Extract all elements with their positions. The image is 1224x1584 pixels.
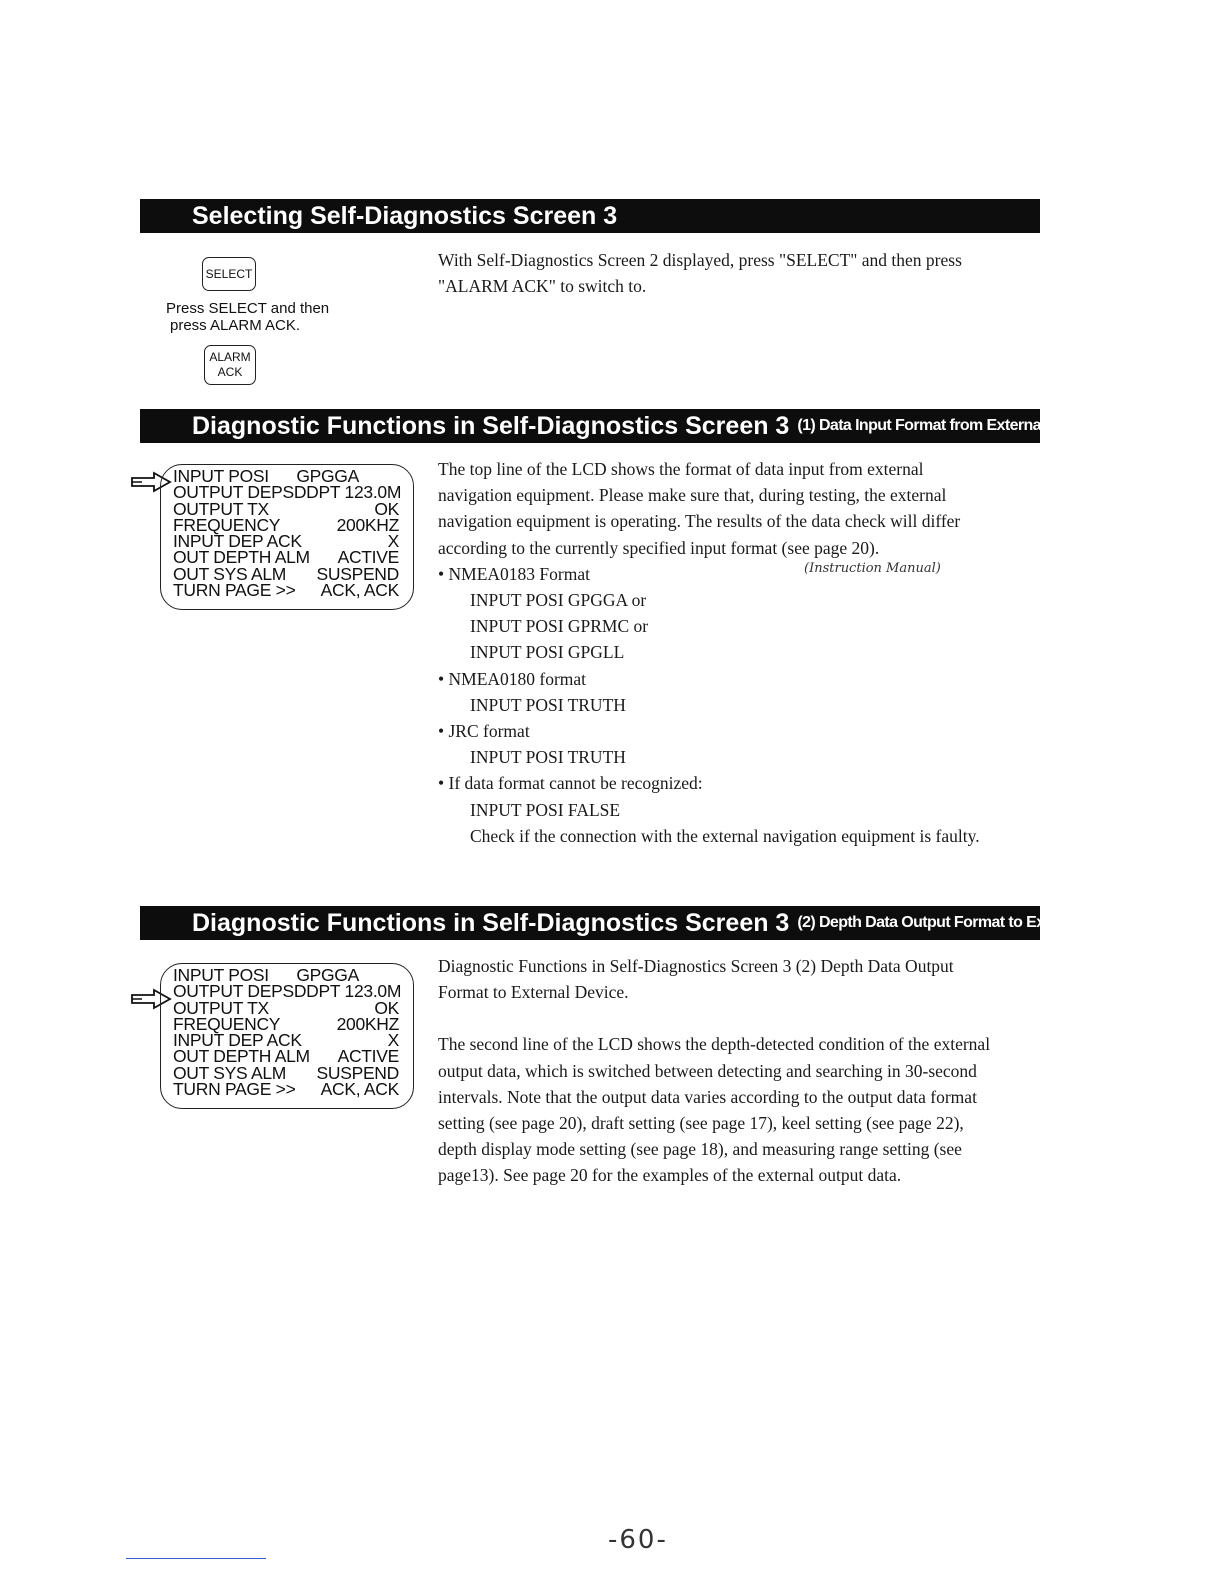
paragraph-spacer <box>438 1005 990 1031</box>
key-caption-line-1: Press SELECT and then <box>166 300 330 317</box>
section-subtitle: (2) Depth Data Output Format to External Device <box>797 914 1137 931</box>
text-line: Format to External Device. <box>438 982 629 1003</box>
lcd-display-screen-3-top-line <box>160 464 414 610</box>
section-header-selecting-screen-3 <box>140 199 1040 233</box>
select-key <box>202 257 256 291</box>
text-line: according to the currently specified input format (see page 20). <box>438 537 880 558</box>
lcd-row: OUT DEPTH ALM ACTIVE <box>173 1046 399 1067</box>
section-title: Selecting Self-Diagnostics Screen 3 <box>192 201 618 230</box>
lcd-row: INPUT POSI GPGGA <box>173 466 359 486</box>
lcd-row: INPUT DEP ACK X <box>173 1030 399 1051</box>
alarm-ack-key <box>204 345 256 385</box>
format-value: INPUT POSI TRUTH <box>470 694 626 715</box>
format-value: INPUT POSI FALSE <box>470 799 621 820</box>
text-line: navigation equipment is operating. The results of the data check will differ <box>438 511 961 532</box>
intro-line-1: With Self-Diagnostics Screen 2 displayed, press "SELECT" and then press <box>438 250 962 270</box>
alarm-key-label-line-2: ACK <box>217 365 243 379</box>
text-line: page13). See page 20 for the examples of the external output data. <box>438 1165 902 1186</box>
section-subtitle: (1) Data Input Format from External Navigation Equipment <box>797 417 1206 434</box>
bullet-nmea0183: • NMEA0183 Format <box>438 563 590 584</box>
bullet-unrecognized: • If data format cannot be recognized: <box>438 773 703 794</box>
lcd-row: FREQUENCY 200KHZ <box>173 514 399 535</box>
format-value: INPUT POSI GPRMC or <box>470 616 649 637</box>
text-line: Diagnostic Functions in Self-Diagnostics Screen 3 (2) Depth Data Output <box>438 956 954 976</box>
format-value: INPUT POSI GPGLL <box>470 642 625 663</box>
key-caption <box>166 300 329 334</box>
footer-rule <box>126 1558 266 1559</box>
format-value: INPUT POSI GPGGA or <box>470 590 647 611</box>
text-line: navigation equipment. Please make sure that, during testing, the external <box>438 485 947 506</box>
alarm-key-label-line-1: ALARM <box>209 350 251 364</box>
lcd-row: OUT SYS ALM SUSPEND <box>173 1062 399 1083</box>
page-number: -60- <box>608 1525 668 1555</box>
intro-line-2: "ALARM ACK" to switch to. <box>438 276 647 297</box>
output-format-description <box>438 953 990 1189</box>
bullet-jrc: • JRC format <box>438 721 530 742</box>
lcd-row: TURN PAGE >> ACK, ACK <box>173 1079 399 1100</box>
select-key-label: SELECT <box>205 266 253 281</box>
lcd-row: FREQUENCY 200KHZ <box>173 1013 399 1034</box>
lcd-row: OUTPUT TX OK <box>173 997 399 1018</box>
text-line: The second line of the LCD shows the depth-detected condition of the external <box>438 1034 991 1055</box>
lcd-row: OUT SYS ALM SUSPEND <box>173 563 399 584</box>
lcd-row: TURN PAGE >> ACK, ACK <box>173 580 399 601</box>
input-format-description <box>438 456 980 849</box>
text-line: intervals. Note that the output data varies according to the output data format <box>438 1086 977 1107</box>
section-header-output-format <box>140 906 1137 940</box>
intro-paragraph <box>438 247 962 299</box>
section-title: Diagnostic Functions in Self-Diagnostics Screen 3 <box>192 908 790 937</box>
lcd-row: OUTPUT TX OK <box>173 498 399 519</box>
section-header-input-format <box>140 409 1206 443</box>
handwritten-annotation: (Instruction Manual) <box>804 561 941 576</box>
lcd-row: INPUT POSI GPGGA <box>173 965 359 985</box>
lcd-row: INPUT DEP ACK X <box>173 531 399 552</box>
text-line: setting (see page 20), draft setting (see page 17), keel setting (see page 22), <box>438 1113 964 1134</box>
text-line: depth display mode setting (see page 18), and measuring range setting (see <box>438 1139 962 1160</box>
text-line: output data, which is switched between detecting and searching in 30-second <box>438 1060 977 1081</box>
lcd-row: OUT DEPTH ALM ACTIVE <box>173 547 399 568</box>
section-title: Diagnostic Functions in Self-Diagnostics Screen 3 <box>192 411 790 440</box>
format-value: INPUT POSI TRUTH <box>470 747 626 768</box>
bullet-nmea0180: • NMEA0180 format <box>438 668 587 689</box>
check-note: Check if the connection with the external navigation equipment is faulty. <box>470 825 980 846</box>
lcd-row: OUTPUT DEP SDDPT 123.0M <box>173 482 402 503</box>
key-caption-line-2: press ALARM ACK. <box>170 317 301 334</box>
lcd-row: OUTPUT DEP SDDPT 123.0M <box>173 981 402 1002</box>
lcd-display-screen-3-second-line <box>160 963 414 1109</box>
text-line: The top line of the LCD shows the format of data input from external <box>438 459 924 479</box>
